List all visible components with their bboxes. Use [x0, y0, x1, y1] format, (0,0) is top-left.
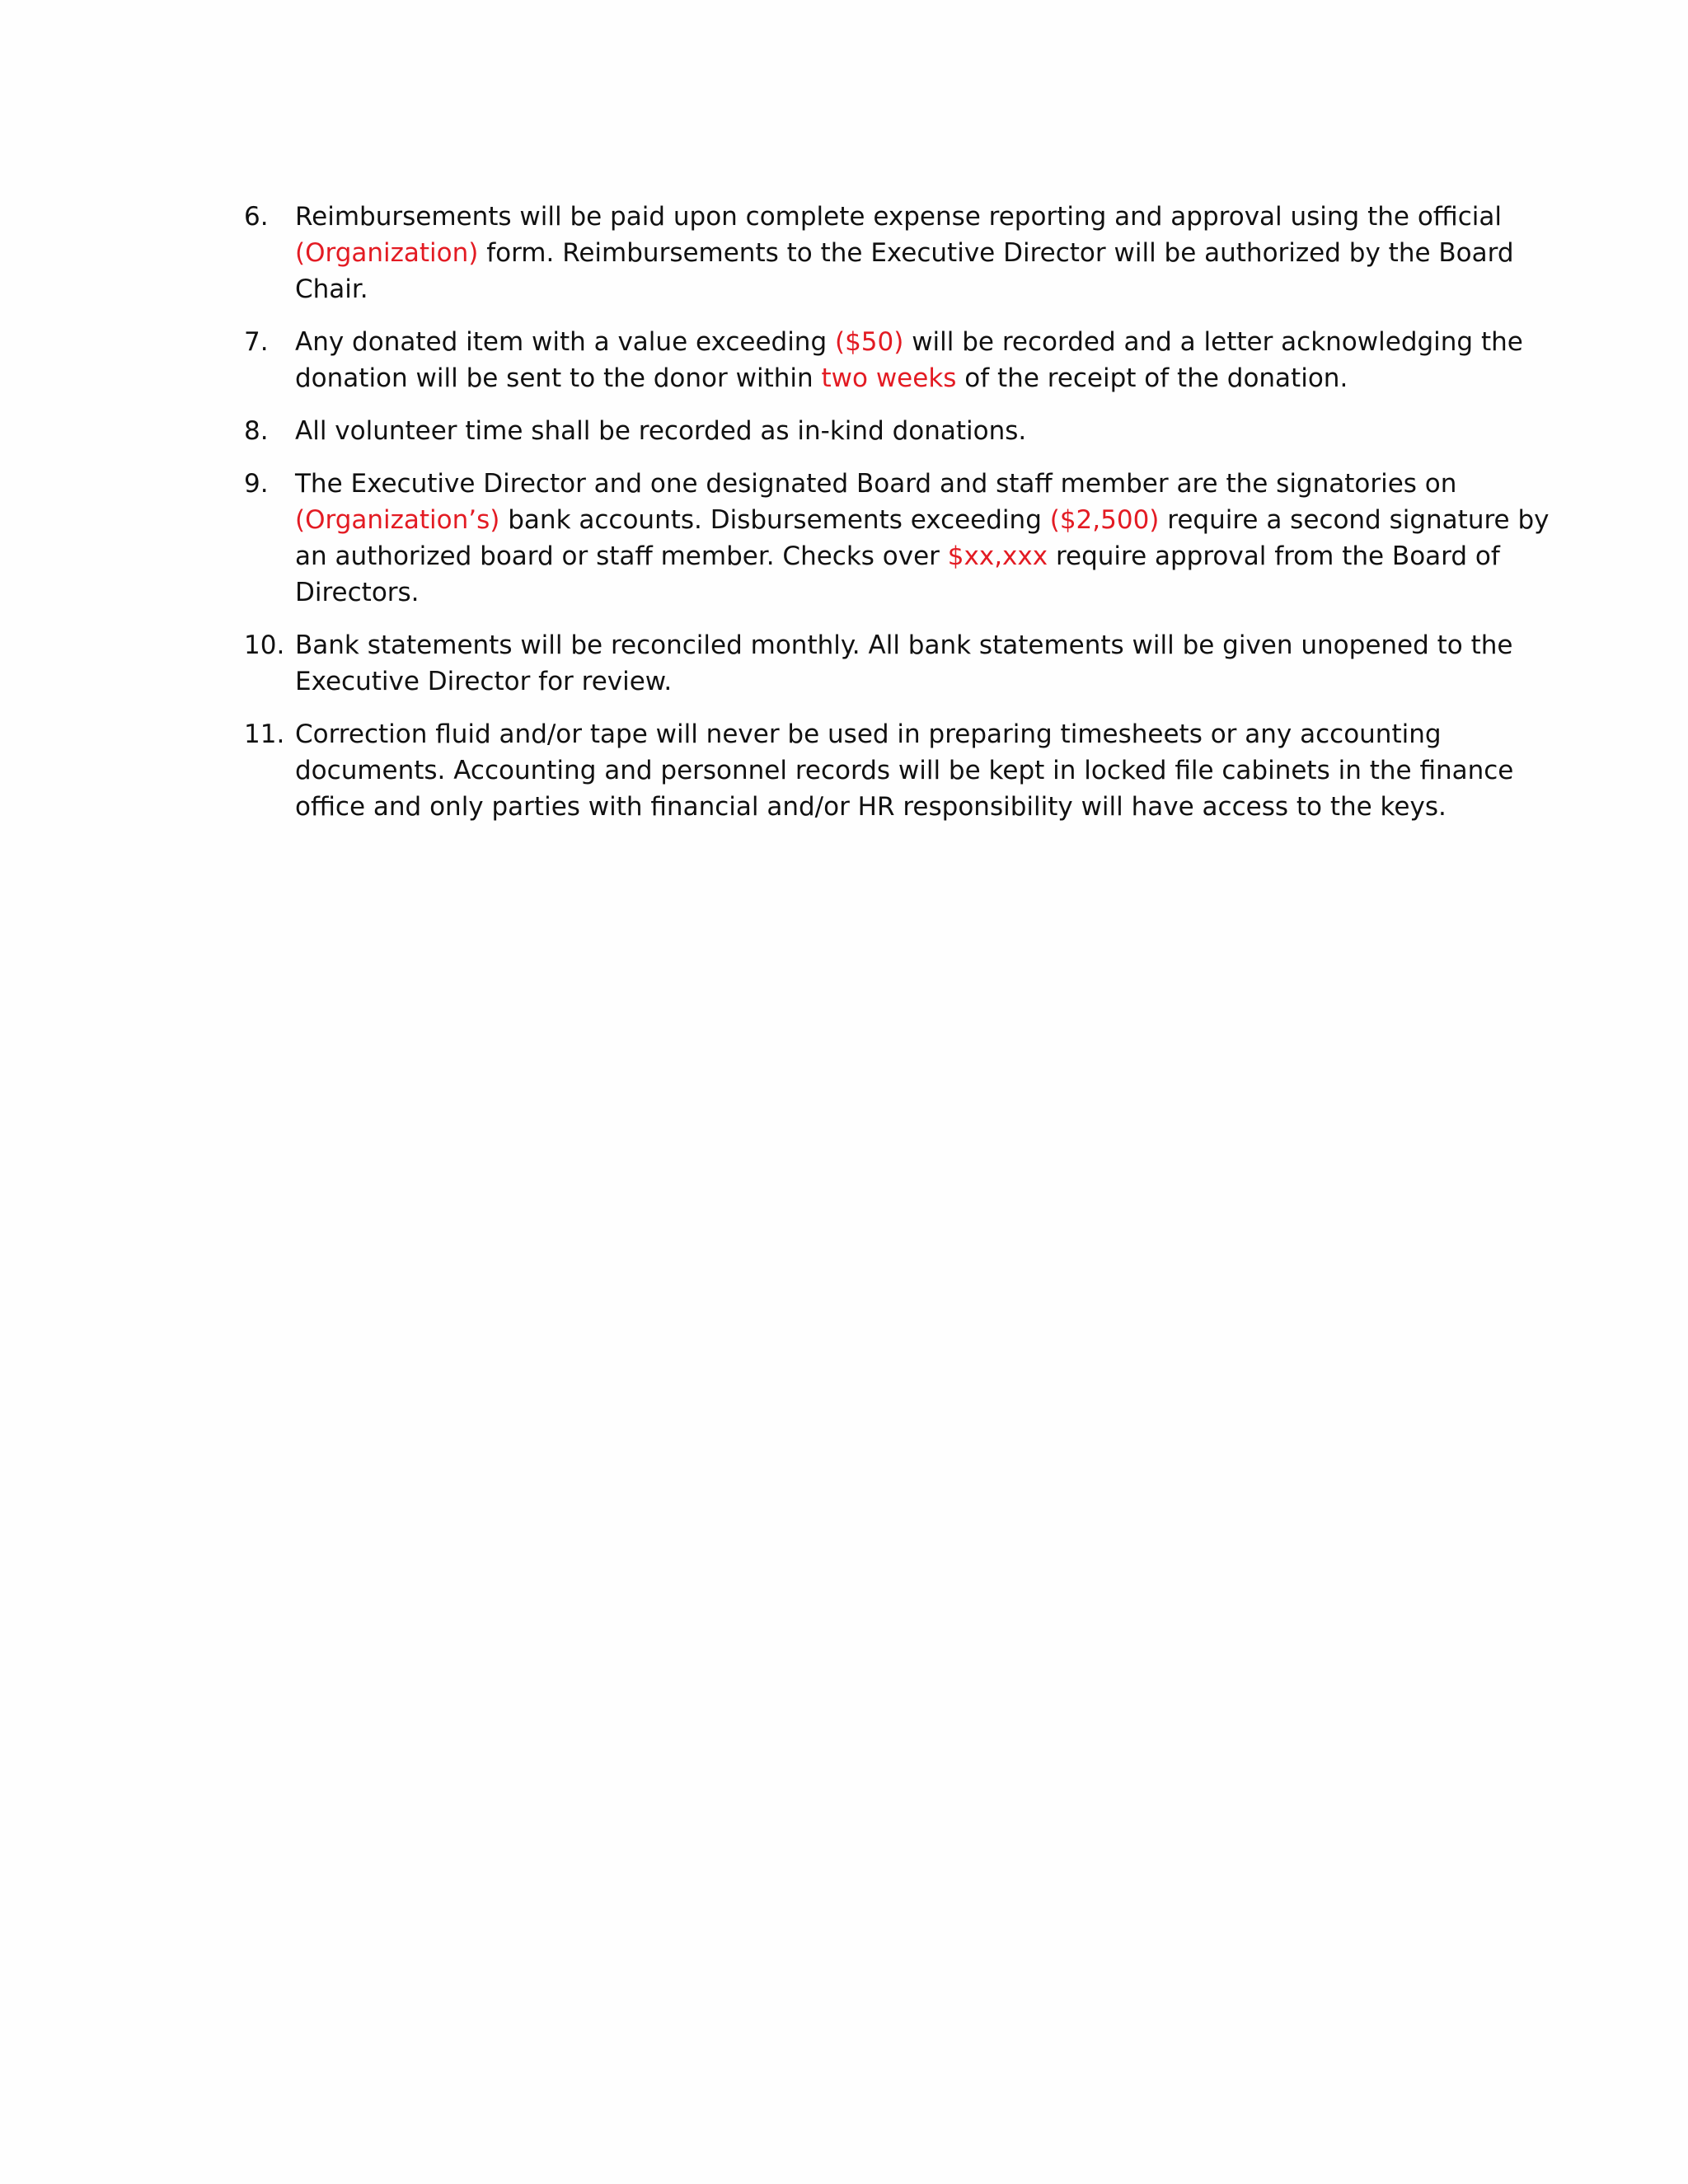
text-segment: require a second signature by [1159, 505, 1550, 535]
text-line [295, 235, 1514, 271]
text-segment: All volunteer time shall be recorded as in-kind donations. [295, 416, 1027, 446]
text-line [295, 199, 1514, 235]
text-segment: an authorized board or staff member. Checks over [295, 541, 948, 571]
policy-item-10 [244, 627, 1513, 700]
policy-item-9 [244, 466, 1550, 611]
text-line [295, 271, 1514, 307]
policy-item-number: 11. [244, 719, 285, 749]
financial-policy-list [244, 199, 1550, 841]
text-segment: Correction fluid and/or tape will never be used in preparing timesheets or any accounting [295, 719, 1442, 749]
text-segment: Any donated item with a value exceeding [295, 327, 835, 357]
check-approval-threshold-placeholder: $xx,xxx [947, 541, 1048, 571]
policy-item-6 [244, 199, 1514, 307]
policy-item-text [295, 324, 1523, 396]
text-segment: donation will be sent to the donor within [295, 363, 822, 393]
policy-item-text [295, 716, 1513, 825]
policy-item-8 [244, 413, 1464, 449]
policy-item-11 [244, 716, 1514, 825]
text-segment: The Executive Director and one designated Board and staff member are the signatories on [295, 469, 1457, 499]
policy-item-text [295, 413, 1464, 449]
text-segment: Bank statements will be reconciled monthly. All bank statements will be given unopened to the [295, 630, 1513, 660]
policy-item-number: 9. [244, 469, 269, 499]
policy-item-number: 10. [244, 630, 285, 660]
text-line [295, 789, 1513, 825]
acknowledgment-timeframe-placeholder: two weeks [821, 363, 957, 393]
text-segment: Executive Director for review. [295, 667, 673, 696]
text-segment: Reimbursements will be paid upon complete expense reporting and approval using the official [295, 202, 1503, 232]
text-line [295, 574, 1550, 611]
text-segment: bank accounts. Disbursements exceeding [499, 505, 1050, 535]
text-line [295, 752, 1513, 789]
text-segment: require approval from the Board of [1048, 541, 1500, 571]
policy-item-number: 8. [244, 416, 269, 446]
text-line [295, 716, 1513, 752]
text-segment: will be recorded and a letter acknowledging the [903, 327, 1523, 357]
organization-possessive-placeholder: (Organization’s) [295, 505, 500, 535]
policy-item-text [295, 199, 1514, 307]
text-line [295, 466, 1550, 502]
policy-item-text [295, 466, 1550, 611]
text-line [295, 502, 1550, 538]
text-line [295, 413, 1464, 449]
text-segment: Directors. [295, 578, 420, 607]
text-segment: of the receipt of the donation. [956, 363, 1348, 393]
donation-threshold-placeholder: ($50) [834, 327, 904, 357]
text-segment: form. Reimbursements to the Executive Director will be authorized by the Board [478, 238, 1514, 268]
policy-item-number: 6. [244, 202, 269, 232]
text-line [295, 324, 1523, 360]
organization-placeholder: (Organization) [295, 238, 479, 268]
text-segment: office and only parties with financial and/or HR responsibility will have access to the keys. [295, 792, 1447, 822]
policy-item-text [295, 627, 1513, 700]
policy-item-number: 7. [244, 327, 269, 357]
text-line [295, 360, 1523, 396]
text-segment: Chair. [295, 274, 368, 304]
text-line [295, 663, 1513, 700]
text-line [295, 627, 1513, 663]
text-line [295, 538, 1550, 574]
text-segment: documents. Accounting and personnel records will be kept in locked file cabinets in the finance [295, 756, 1514, 785]
policy-item-7 [244, 324, 1523, 396]
disbursement-threshold-placeholder: ($2,500) [1049, 505, 1160, 535]
